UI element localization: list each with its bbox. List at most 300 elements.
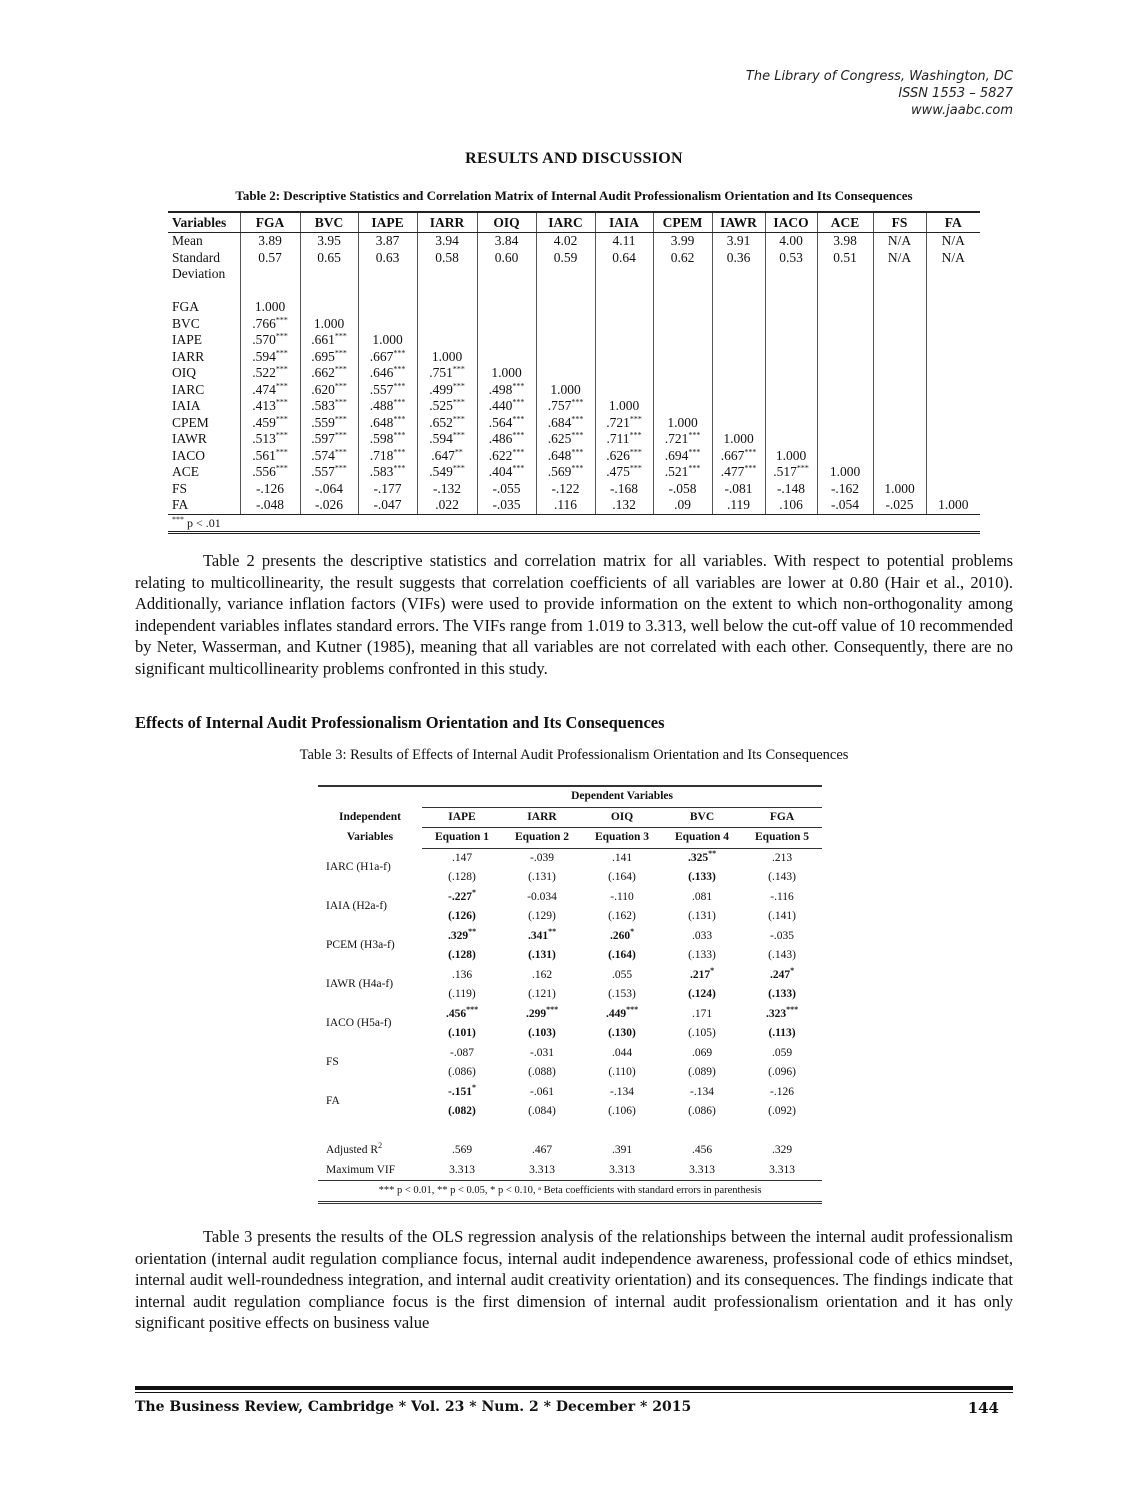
table2-col-header: IARC (536, 212, 595, 233)
standard-error-cell: (.086) (688, 1105, 716, 1117)
table2-cell (817, 332, 873, 349)
table3-variable-label: FA (326, 1095, 340, 1108)
table2-cell (765, 415, 817, 432)
coefficient-cell: .213 (771, 851, 793, 864)
table2-cell: -.025 (873, 497, 926, 514)
table3-equation-header: Equation 5 (742, 828, 822, 849)
table2-cell: .486*** (477, 431, 536, 448)
table2-col-header: BVC (300, 212, 358, 233)
table2-cell: 0.57 (240, 250, 300, 267)
table2-cell: 3.95 (300, 233, 358, 250)
adjusted-r2-cell: .456 (691, 1144, 713, 1156)
coefficient-cell: .069 (691, 1046, 713, 1059)
paragraph-table2-discussion: Table 2 presents the descriptive statistics and correlation matrix for all variables. With respect to potential problems relating to multicollinearity, the result suggests that correlation coefficients of all variables are lower at 0.80 (Hair et al., 2010). Additionally, variance inflation factors (VIFs) were used to provide information on the extent to which non-orthogonality among independent variables inflates standard errors. The VIFs range from 1.019 to 3.313, well below the cut-off value of 10 recommended by Neter, Wasserman, and Kutner (1985), meaning that all variables are not correlated with each other. Consequently, there are no significant multicollinearity problems confronted in this study. (135, 551, 1013, 678)
table2-row (168, 250, 980, 267)
standard-error-cell: (.164) (608, 871, 636, 883)
table2-row-label: Mean (172, 233, 203, 248)
table3-equation-header: Equation 3 (582, 828, 662, 849)
table2-cell: .694*** (653, 448, 712, 465)
table3-dv-header: IAPE (448, 810, 476, 823)
coefficient-cell: -.035 (770, 929, 794, 942)
coefficient-cell: .329** (447, 926, 477, 942)
table2-cell: N/A (873, 250, 926, 267)
header-website: www.jaabc.com (910, 103, 1013, 118)
table3-dv-header: OIQ (610, 810, 634, 823)
table2-spacer (168, 283, 980, 300)
table2-col-header: IACO (765, 212, 817, 233)
standard-error-cell: (.143) (768, 949, 796, 961)
table3-coef-row (318, 1005, 822, 1025)
table2-cell: -.132 (417, 481, 477, 498)
table2-cell (595, 316, 653, 333)
table2-cell: .404*** (477, 464, 536, 481)
table2-cell: .620*** (300, 382, 358, 399)
table2-cell: .119 (712, 497, 765, 514)
coefficient-cell: .081 (691, 890, 713, 903)
table2-cell (653, 365, 712, 382)
table3-equation-header: Equation 1 (422, 828, 502, 849)
table2-cell (926, 349, 980, 366)
coefficient-cell: .141 (611, 851, 633, 864)
table2-cell: 3.84 (477, 233, 536, 250)
table2-cell: .559*** (300, 415, 358, 432)
table3-equation-header: Equation 2 (502, 828, 582, 849)
header-library: The Library of Congress, Washington, DC (745, 69, 1013, 84)
table2-cell: .022 (417, 497, 477, 514)
table2-cell: .626*** (595, 448, 653, 465)
table2-cell: -.064 (300, 481, 358, 498)
table3-variable-label: IAIA (H2a-f) (326, 900, 387, 913)
table2-cell: .475*** (595, 464, 653, 481)
table2-cell: N/A (926, 250, 980, 267)
table2-cell (536, 365, 595, 382)
table2-cell (595, 349, 653, 366)
table2-cell (765, 382, 817, 399)
table2-cell (926, 299, 980, 316)
standard-error-cell: (.128) (448, 949, 476, 961)
table2-caption: Table 2: Descriptive Statistics and Correlation Matrix of Internal Audit Professionalism Orientation and Its Consequences (235, 188, 913, 203)
standard-error-cell: (.164) (608, 949, 636, 961)
table2-row-label: IAPE (172, 332, 202, 347)
standard-error-cell: (.133) (688, 871, 716, 883)
table2-cell: .667*** (358, 349, 417, 366)
standard-error-cell: (.131) (528, 871, 556, 883)
table2-cell: N/A (873, 233, 926, 250)
coefficient-cell: -.134 (610, 1085, 634, 1098)
table2-cell: .413*** (240, 398, 300, 415)
table2-note: *** p < .01 (168, 514, 980, 533)
table2-cell: 1.000 (477, 365, 536, 382)
standard-error-cell: (.133) (768, 988, 796, 1000)
table2-col-header: FGA (240, 212, 300, 233)
table2-cell: 0.60 (477, 250, 536, 267)
coefficient-cell: .341** (527, 926, 557, 942)
standard-error-cell: (.106) (608, 1105, 636, 1117)
table2-cell: -.177 (358, 481, 417, 498)
coefficient-cell: -.087 (450, 1046, 474, 1059)
standard-error-cell: (.119) (448, 988, 476, 1000)
table3-coef-row (318, 848, 822, 868)
table2-cell: -.055 (477, 481, 536, 498)
table2-row (168, 299, 980, 316)
table2-cell (712, 299, 765, 316)
table2-cell: 0.62 (653, 250, 712, 267)
page-footer (135, 1399, 1013, 1415)
table2-cell (712, 332, 765, 349)
standard-error-cell: (.089) (688, 1066, 716, 1078)
table2-row-label: IARC (172, 381, 205, 397)
table3-variable-label: PCEM (H3a-f) (326, 939, 395, 952)
coefficient-cell: .323*** (765, 1004, 799, 1020)
table2-cell: 1.000 (873, 481, 926, 498)
table2-cell (873, 365, 926, 382)
max-vif-cell: 3.313 (449, 1163, 475, 1176)
table3-variable-label: FS (326, 1056, 339, 1069)
coefficient-cell: .147 (451, 851, 473, 864)
standard-error-cell: (.129) (528, 910, 556, 922)
table2-cell (595, 382, 653, 399)
table2-cell: .440*** (477, 398, 536, 415)
table2-cell: 3.91 (712, 233, 765, 250)
table2-cell: .594*** (240, 349, 300, 366)
table2-cell: .557*** (300, 464, 358, 481)
table2-cell: 3.98 (817, 233, 873, 250)
table2-cell (653, 349, 712, 366)
table2-cell: .564*** (477, 415, 536, 432)
variables-label: Variables (346, 831, 394, 843)
table2-row-label: IAWR (172, 431, 207, 446)
table2-row-label: IACO (172, 447, 205, 463)
standard-error-cell: (.121) (528, 988, 556, 1000)
table2-cell (712, 316, 765, 333)
table2-cell: 1.000 (595, 398, 653, 415)
coefficient-cell: -.126 (770, 1085, 794, 1098)
table2-cell (712, 349, 765, 366)
table2-cell: 1.000 (712, 431, 765, 448)
table2-cell: 3.99 (653, 233, 712, 250)
coefficient-cell: -.151* (448, 1082, 476, 1098)
table2-cell: 1.000 (765, 448, 817, 465)
standard-error-cell: (.092) (768, 1105, 796, 1117)
table2-col-header: FS (873, 212, 926, 233)
table2-cell (417, 316, 477, 333)
table2-cell: .757*** (536, 398, 595, 415)
table2-cell: 0.51 (817, 250, 873, 267)
table2-cell (817, 349, 873, 366)
table2-row (168, 448, 980, 465)
table2-cell (712, 398, 765, 415)
table2-cell (536, 349, 595, 366)
table2-cell: -.054 (817, 497, 873, 514)
table2-cell: .661*** (300, 332, 358, 349)
table2-row-label: Standard (172, 249, 220, 265)
table2-cell: .597*** (300, 431, 358, 448)
table2-cell: 4.11 (595, 233, 653, 250)
table2-cell (536, 332, 595, 349)
table2-cell: .557*** (358, 382, 417, 399)
table2-cell: .521*** (653, 464, 712, 481)
table3-coef-row (318, 1083, 822, 1103)
table2-cell (926, 431, 980, 448)
standard-error-cell: (.113) (768, 1027, 796, 1039)
table2-cell: .556*** (240, 464, 300, 481)
max-vif-label: Maximum VIF (326, 1163, 396, 1176)
table2-cell: 3.94 (417, 233, 477, 250)
table2-cell: .718*** (358, 448, 417, 465)
coefficient-cell: .136 (451, 968, 473, 981)
max-vif-cell: 3.313 (769, 1163, 795, 1176)
table2-cell (595, 332, 653, 349)
table2-cell (536, 316, 595, 333)
regression-table (318, 785, 822, 1204)
table2-row-label: BVC (172, 315, 200, 331)
table2-cell: 1.000 (300, 316, 358, 333)
running-header (746, 68, 1013, 119)
table2-cell: .561*** (240, 448, 300, 465)
table2-cell: -.168 (595, 481, 653, 498)
table2-cell: .622*** (477, 448, 536, 465)
table2-cell (873, 448, 926, 465)
table2-cell: 0.59 (536, 250, 595, 267)
table2-cell: .116 (536, 497, 595, 514)
adjusted-r2-cell: .569 (451, 1144, 473, 1156)
section-title: RESULTS AND DISCUSSION (465, 150, 683, 167)
table2-cell: .574*** (300, 448, 358, 465)
table3-adjusted-r2-row (318, 1141, 822, 1161)
standard-error-cell: (.143) (768, 871, 796, 883)
table2-row-label: FGA (172, 299, 200, 314)
coefficient-cell: -.116 (770, 890, 794, 903)
table2-cell: .662*** (300, 365, 358, 382)
table2-cell (477, 316, 536, 333)
table2-cell (653, 332, 712, 349)
adjusted-r2-cell: .329 (771, 1144, 793, 1156)
table2-cell: .695*** (300, 349, 358, 366)
table2-cell: 1.000 (926, 497, 980, 514)
table2-cell: .570*** (240, 332, 300, 349)
coefficient-cell: -.061 (530, 1085, 554, 1098)
standard-error-cell: (.131) (528, 949, 556, 961)
table2-cell: .499*** (417, 382, 477, 399)
table2-cell (595, 299, 653, 316)
table2-cell (926, 398, 980, 415)
table2-row-label: IAIA (172, 398, 201, 413)
table2-cell: .598*** (358, 431, 417, 448)
table2-cell: N/A (926, 233, 980, 250)
table2-cell (873, 332, 926, 349)
table2-row-label: Deviation (172, 266, 226, 281)
table2-cell: 3.89 (240, 233, 300, 250)
table2-cell (653, 299, 712, 316)
table2-cell: .517*** (765, 464, 817, 481)
standard-error-cell: (.084) (528, 1105, 556, 1117)
max-vif-cell: 3.313 (529, 1163, 555, 1176)
table2-cell: .549*** (417, 464, 477, 481)
table3-coef-row (318, 888, 822, 908)
footer-journal: The Business Review, Cambridge * Vol. 23 * Num. 2 * December * 2015 (135, 1399, 692, 1415)
table2-cell (536, 299, 595, 316)
table2-cell (873, 431, 926, 448)
table2-cell (358, 316, 417, 333)
table2-cell (873, 382, 926, 399)
table2-cell: .646*** (358, 365, 417, 382)
table3-note (318, 1181, 822, 1203)
table2-cell: 1.000 (358, 332, 417, 349)
table2-row (168, 349, 980, 366)
footer-rule (135, 1386, 1013, 1393)
table3-dv-header: FGA (769, 810, 795, 823)
table2-cell (926, 481, 980, 498)
table3-note-text: *** p < 0.01, ** p < 0.05, * p < 0.10, ᵃ Beta coefficients with standard errors in parenthesis (318, 1181, 822, 1203)
coefficient-cell: .059 (771, 1046, 793, 1059)
table2-cell (477, 299, 536, 316)
coefficient-cell: -.031 (530, 1046, 554, 1059)
table2-cell (873, 464, 926, 481)
table2-cell (817, 382, 873, 399)
table2-row (168, 464, 980, 481)
header-issn: ISSN 1553 – 5827 (898, 86, 1013, 101)
table2-cell: .711*** (595, 431, 653, 448)
adjusted-r2-cell: .467 (531, 1144, 553, 1156)
table2-cell: 1.000 (653, 415, 712, 432)
table2-cell (873, 316, 926, 333)
table2-row-label: OIQ (172, 365, 196, 380)
table2-cell (765, 398, 817, 415)
table2-row (168, 415, 980, 432)
table3-variable-label: IAWR (H4a-f) (326, 978, 394, 991)
table3-coef-row (318, 966, 822, 986)
table2-cell: .751*** (417, 365, 477, 382)
table2-cell (926, 365, 980, 382)
table2-col-header: OIQ (477, 212, 536, 233)
table2-row (168, 332, 980, 349)
table3-coef-row (318, 1044, 822, 1064)
standard-error-cell: (.130) (608, 1027, 636, 1039)
table2-cell: .667*** (712, 448, 765, 465)
table2-row (168, 365, 980, 382)
table3-equation-header: Equation 4 (662, 828, 742, 849)
table2-cell (873, 415, 926, 432)
table3-vif-row (318, 1161, 822, 1181)
table2-cell: 0.65 (300, 250, 358, 267)
standard-error-cell: (.103) (528, 1027, 556, 1039)
table2-cell (926, 382, 980, 399)
standard-error-cell: (.086) (448, 1066, 476, 1078)
standard-error-cell: (.096) (768, 1066, 796, 1078)
table2-cell (765, 316, 817, 333)
table3-variable-label: IARC (H1a-f) (326, 861, 391, 873)
table2-cell: 0.53 (765, 250, 817, 267)
table2-cell (417, 332, 477, 349)
table2-cell: .513*** (240, 431, 300, 448)
table2-row (168, 233, 980, 250)
coefficient-cell: .171 (691, 1007, 713, 1020)
independent-label: Independent (339, 810, 401, 823)
table2-cell: .106 (765, 497, 817, 514)
coefficient-cell: -.039 (530, 851, 554, 864)
table2-col-header: FA (926, 212, 980, 233)
table2-cell: .721*** (653, 431, 712, 448)
coefficient-cell: .033 (691, 929, 713, 942)
standard-error-cell: (.128) (448, 871, 476, 883)
table2-row (168, 398, 980, 415)
table2-cell: .525*** (417, 398, 477, 415)
standard-error-cell: (.162) (608, 910, 636, 922)
table2-cell: .684*** (536, 415, 595, 432)
table2-cell: .652*** (417, 415, 477, 432)
table2-cell: 4.02 (536, 233, 595, 250)
standard-error-cell: (.088) (528, 1066, 556, 1078)
table2-cell (817, 299, 873, 316)
table2-cell: 1.000 (536, 382, 595, 399)
table2-col-header: Variables (168, 212, 240, 233)
table2-cell: .459*** (240, 415, 300, 432)
standard-error-cell: (.082) (448, 1105, 476, 1117)
table2-cell (477, 349, 536, 366)
table2-col-header: ACE (817, 212, 873, 233)
table2-cell (358, 299, 417, 316)
table2-cell (817, 398, 873, 415)
table2-cell: .488*** (358, 398, 417, 415)
table2-cell: -.122 (536, 481, 595, 498)
table2-cell: -.162 (817, 481, 873, 498)
table2-cell: 0.58 (417, 250, 477, 267)
table2-cell: -.047 (358, 497, 417, 514)
standard-error-cell: (.101) (448, 1027, 476, 1039)
table2-cell (817, 365, 873, 382)
table2-cell: 1.000 (240, 299, 300, 316)
table2-cell (477, 332, 536, 349)
table2-cell: -.126 (240, 481, 300, 498)
coefficient-cell: -.134 (690, 1085, 714, 1098)
table2-cell: .625*** (536, 431, 595, 448)
table2-cell: 3.87 (358, 233, 417, 250)
table2-row (168, 382, 980, 399)
table2-cell (817, 415, 873, 432)
table3-equation-row (318, 828, 822, 849)
table2-cell (653, 398, 712, 415)
table2-cell (765, 349, 817, 366)
max-vif-cell: 3.313 (689, 1163, 715, 1176)
adjusted-r2-cell: .391 (611, 1144, 633, 1156)
table2-cell: .132 (595, 497, 653, 514)
table2-cell (653, 382, 712, 399)
standard-error-cell: (.133) (688, 949, 716, 961)
table2-cell: .474*** (240, 382, 300, 399)
coefficient-cell: -.110 (610, 890, 634, 903)
table2-cell: -.026 (300, 497, 358, 514)
table2-cell (595, 365, 653, 382)
table3-header-row (318, 807, 822, 828)
paragraph-table3-discussion: Table 3 presents the results of the OLS regression analysis of the relationships between the internal audit professionalism orientation (internal audit regulation compliance focus, internal audit independence awareness, professional code of ethics mindset, internal audit well-roundedness integration, and internal audit creativity orientation) and its consequences. The findings indicate that internal audit regulation compliance focus is the first dimension of internal audit professionalism orientation and it has only significant positive effects on business value (135, 1227, 1013, 1332)
table2-cell (873, 349, 926, 366)
table2-row (168, 481, 980, 498)
table2-cell: 0.63 (358, 250, 417, 267)
table2-cell: .721*** (595, 415, 653, 432)
table2-cell (712, 382, 765, 399)
table2-cell (926, 448, 980, 465)
table2-cell (926, 332, 980, 349)
coefficient-cell: .055 (611, 968, 633, 981)
table2-cell: .594*** (417, 431, 477, 448)
table2-cell: .648*** (358, 415, 417, 432)
table2-cell (926, 464, 980, 481)
standard-error-cell: (.105) (688, 1027, 716, 1039)
table2-cell: .569*** (536, 464, 595, 481)
coefficient-cell: -0.034 (527, 890, 557, 903)
table2-cell (817, 431, 873, 448)
table2-cell (873, 398, 926, 415)
